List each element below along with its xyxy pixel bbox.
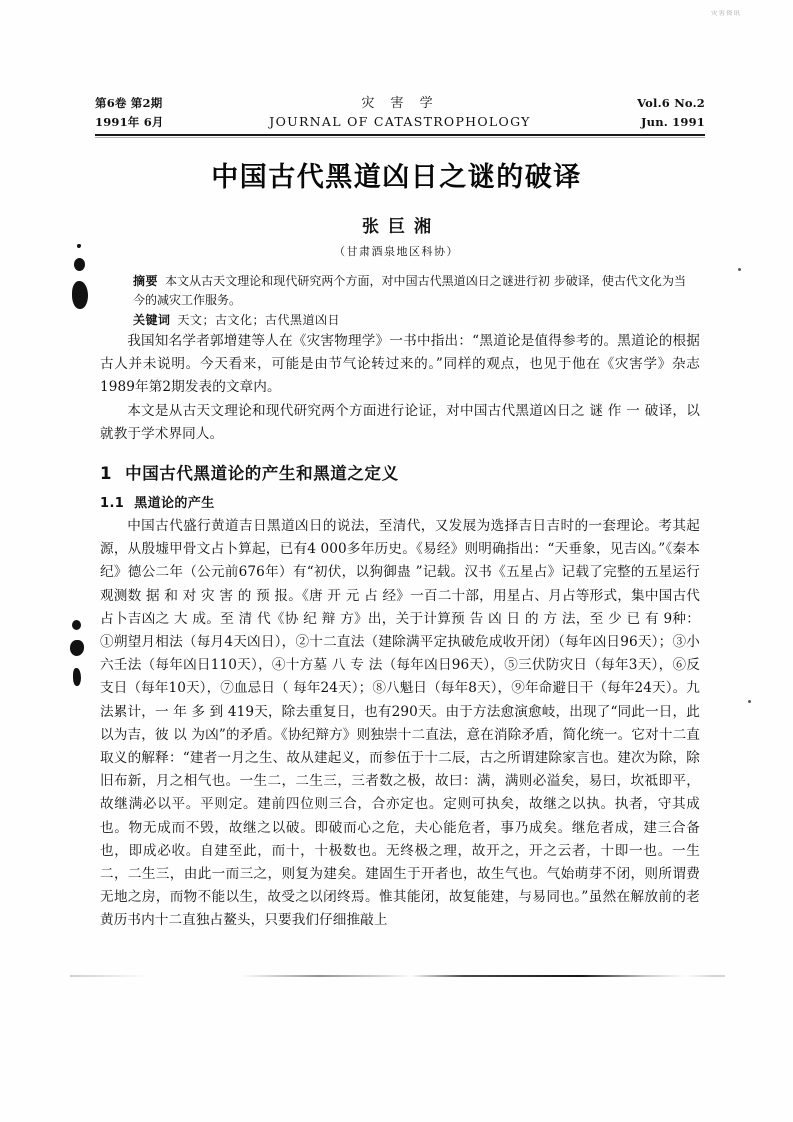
keywords-text: 天文；古文化；古代黑道凶日 (177, 313, 341, 327)
keywords-label: 关键词 (133, 313, 171, 327)
journal-title-en: JOURNAL OF CATASTROPHOLOGY (269, 114, 531, 129)
author-name: 张巨湘 (362, 217, 440, 237)
article-body (100, 330, 700, 933)
author-affiliation: （甘肃酒泉地区科协） (334, 245, 459, 258)
issue-date-cn: 1991年 6月 (95, 115, 164, 129)
volume-issue-en: Vol.6 No.2 (637, 96, 705, 110)
abstract-line (133, 272, 686, 310)
intro-paragraph-2: 本文是从古天文理论和现代研究两个方面进行论证，对中国古代黑道凶日之 谜 作 一 破译，以就教于学术界同人。 (100, 402, 700, 442)
scan-ink-blot (73, 668, 81, 686)
scan-speck (748, 700, 751, 703)
volume-issue: 第6卷 第2期 (95, 96, 163, 110)
issue-date-en: Jun. 1991 (641, 115, 705, 129)
journal-title-cn: 灾 害 学 (361, 96, 439, 111)
journal-masthead (95, 92, 705, 138)
subsection-heading-1-1 (100, 492, 700, 511)
section-number: 1 (100, 464, 113, 484)
subsection-title: 黑道论的产生 (134, 496, 215, 512)
scan-ink-blot (70, 640, 84, 656)
page-title: 中国古代黑道凶日之谜的破译 (211, 162, 582, 193)
abstract-label: 摘要 (133, 274, 159, 288)
scan-ink-blot (72, 620, 81, 630)
scan-speck (738, 268, 741, 271)
scan-ink-blot (74, 258, 85, 271)
masthead-divider (95, 134, 705, 136)
abstract-text: 本文从古天文理论和现代研究两个方面，对中国古代黑道凶日之谜进行初 步破译，使古代文化为当今的减灾工作服务。 (133, 274, 686, 307)
scan-streak-artifact (70, 975, 725, 977)
masthead-divider-shadow (95, 137, 705, 138)
intro-paragraph-1: 我国知名学者郭增建等人在《灾害物理学》一书中指出：“黑道论是值得参考的。黑道论的根据古人并未说明。今天看来，可能是由节气论转过来的。”同样的观点，也见于他在《灾害学》杂志1989年第2期发表的文章内。 (100, 333, 700, 396)
keywords-line (133, 311, 686, 330)
subsection-body-1-1: 中国古代盛行黄道吉日黑道凶日的说法，至清代，又发展为选择吉日吉时的一套理论。考其起源，从殷墟甲骨文占卜算起，已有4 000多年历史。《易经》则明确指出：“天垂象，见吉凶。”《秦本纪》德公二年（公元前676年）有“初伏，以狗御蛊 ”记载。汉书《五星占》记载了完整的五星运行观测数 据 和 对 灾 害 的 预 报。《唐 开 元 占 经》一百二十部，用星占、月占等形式，集中国古代占卜吉凶之 大 成。至 清 代《协 纪 辩 方》出，关于计算预 告 凶 日 的 方 法，至 少 已 有 9种：①朔望月相法（每月4天凶日），②十二直法（建除满平定执破危成收开闭）（每年凶日96天）；③小六壬法（每年凶日110天），④十方墓 八 专 法（每年凶日96天），⑤三伏防灾日（每年3天），⑥反支日（每年10天），⑦血忌日（ 每年24天）；⑧八魁日（每年8天），⑨年命避日干（每年24天）。九法累计，一 年 多 到 419天，除去重复日，也有290天。由于方法愈演愈岐，出现了“同此一日，此以为吉，彼 以 为凶”的矛盾。《协纪辩方》则独崇十二直法，意在消除矛盾，简化统一。它对十二直取义的解释：“建者一月之生、故从建起义，而参伍于十二辰，古之所谓建除家言也。建次为除，除旧布新，月之相气也。一生二，二生三，三者数之极，故曰：满，满则必溢矣，易曰，坎祗即平，故继满必以平。平则定。建前四位则三合，合亦定也。定则可执矣，故继之以执。执者，守其成也。物无成而不毁，故继之以破。即破而心之危，夫心能危者，事乃成矣。继危者成，建三合备也，即成必收。自建至此，而十，十极数也。无终极之理，故开之，开之云者，十即一也。一生二，二生三，由此一而三之，则复为建矣。建固生于开者也，故生气也。气始萌芽不闭，则所谓费无地之房，而物不能以生，故受之以闭终焉。惟其能闭，故复能建，与易同也。”虽然在解放前的老黄历书内十二直独占鳌头，只要我们仔细推敲上 (100, 518, 700, 929)
section-title: 中国古代黑道论的产生和黑道之定义 (125, 464, 399, 484)
scan-corner-stamp: 灾害资讯 (711, 9, 741, 17)
subsection-number: 1.1 (100, 496, 125, 512)
scan-ink-blot (72, 281, 88, 309)
section-heading-1 (100, 460, 700, 484)
abstract-block (133, 272, 686, 330)
